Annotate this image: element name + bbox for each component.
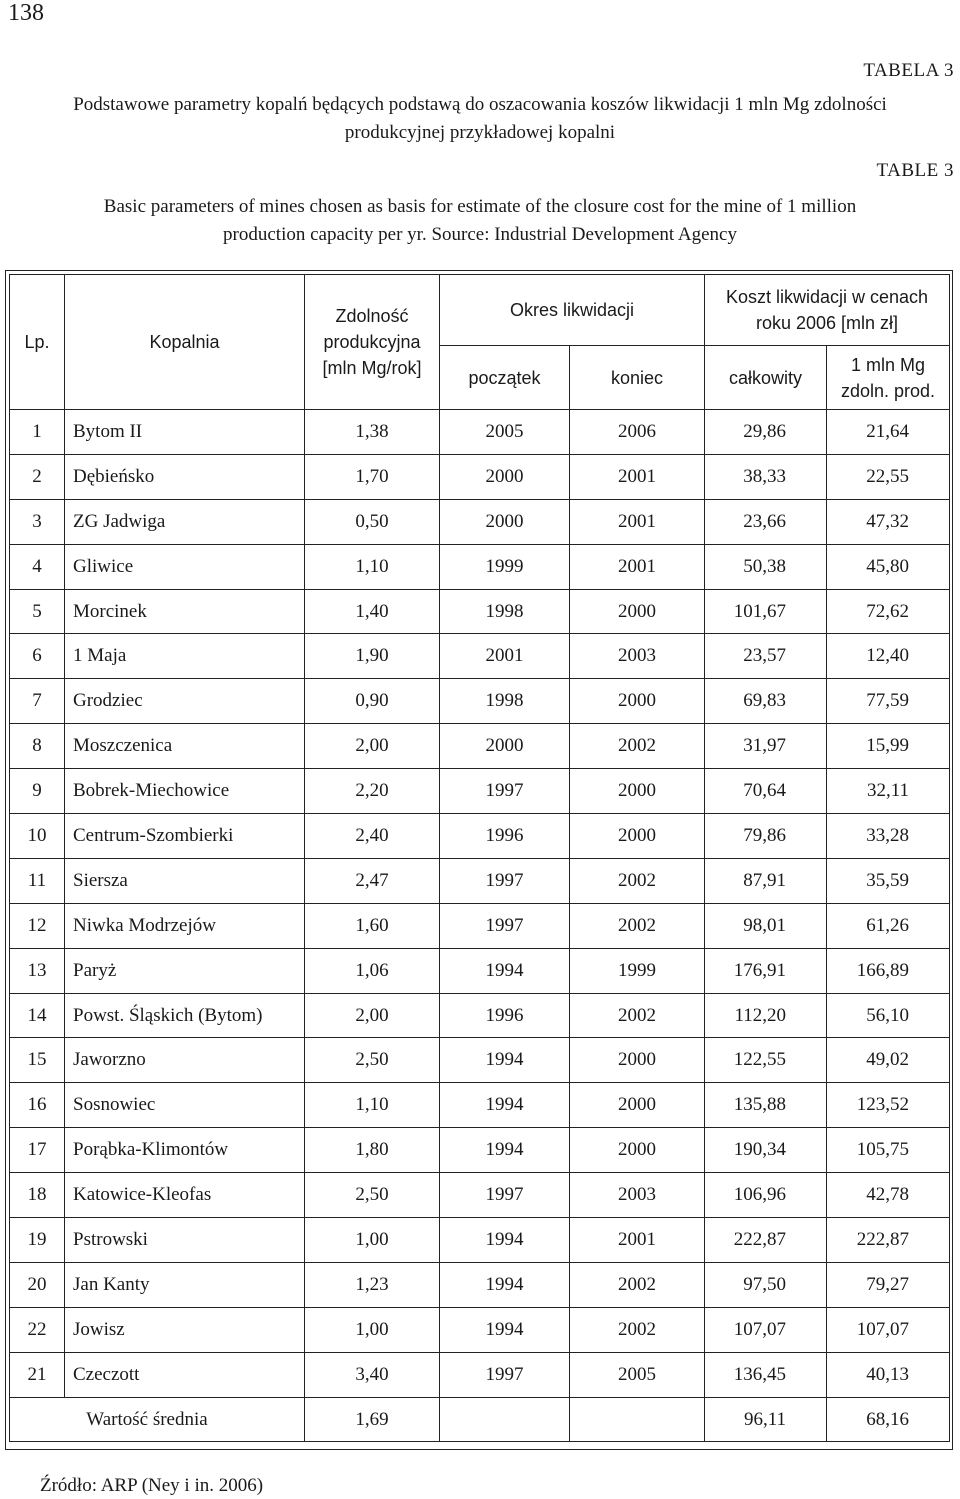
cell-total: 135,88 [705, 1083, 827, 1128]
cell-capacity: 2,50 [305, 1038, 440, 1083]
cell-capacity: 2,40 [305, 814, 440, 859]
cell-mine: Jaworzno [65, 1038, 305, 1083]
cell-lp: 20 [10, 1262, 65, 1307]
cell-total: 97,50 [705, 1262, 827, 1307]
header-cost-line-1: Koszt likwidacji w cenach [725, 287, 929, 307]
cell-mine: Dębieńsko [65, 454, 305, 499]
cell-per-mg: 49,02 [827, 1038, 950, 1083]
cell-start: 1997 [440, 769, 570, 814]
title-pl-line-1: Podstawowe parametry kopalń będących podstawą do oszacowania koszów likwidacji 1 mln Mg zdolności [73, 94, 887, 115]
table-title-pl [8, 91, 952, 147]
cell-end: 2001 [570, 1218, 705, 1263]
cell-total: 79,86 [705, 814, 827, 859]
cell-end: 2001 [570, 454, 705, 499]
cell-per-mg: 12,40 [827, 634, 950, 679]
table-header [10, 275, 950, 410]
title-en-line-1: Basic parameters of mines chosen as basis for estimate of the closure cost for the mine of 1 million [103, 196, 857, 217]
cell-start: 1994 [440, 1218, 570, 1263]
table-body [10, 410, 950, 1398]
header-total: całkowity [705, 346, 827, 410]
cell-start: 1997 [440, 1352, 570, 1397]
cell-start: 2000 [440, 499, 570, 544]
cell-lp: 18 [10, 1173, 65, 1218]
header-start: początek [440, 346, 570, 410]
table-title-en [30, 193, 930, 249]
table-row [10, 679, 950, 724]
cell-lp: 10 [10, 814, 65, 859]
cell-per-mg: 79,27 [827, 1262, 950, 1307]
cell-lp: 6 [10, 634, 65, 679]
table-row [10, 1262, 950, 1307]
cell-total: 107,07 [705, 1307, 827, 1352]
cell-capacity: 2,50 [305, 1173, 440, 1218]
cell-lp: 1 [10, 410, 65, 455]
header-capacity-line-3: [mln Mg/rok] [322, 358, 422, 378]
header-cost [705, 275, 950, 346]
cell-total: 101,67 [705, 589, 827, 634]
cell-lp: 2 [10, 454, 65, 499]
cell-end: 2000 [570, 1038, 705, 1083]
cell-capacity: 1,00 [305, 1218, 440, 1263]
cell-mine: Moszczenica [65, 724, 305, 769]
cell-per-mg: 72,62 [827, 589, 950, 634]
cell-lp: 21 [10, 1352, 65, 1397]
cell-mine: Bytom II [65, 410, 305, 455]
cell-total: 31,97 [705, 724, 827, 769]
cell-start: 1997 [440, 858, 570, 903]
table-row [10, 1352, 950, 1397]
page-number: 138 [8, 0, 44, 26]
cell-start: 1999 [440, 544, 570, 589]
cell-total: 23,66 [705, 499, 827, 544]
table-row [10, 589, 950, 634]
cell-lp: 9 [10, 769, 65, 814]
cell-total: 136,45 [705, 1352, 827, 1397]
cell-capacity: 1,70 [305, 454, 440, 499]
table-row [10, 993, 950, 1038]
cell-lp: 16 [10, 1083, 65, 1128]
cell-per-mg: 42,78 [827, 1173, 950, 1218]
cell-mine: 1 Maja [65, 634, 305, 679]
cell-end: 2002 [570, 858, 705, 903]
cell-total: 176,91 [705, 948, 827, 993]
table-tag-pl: TABELA 3 [863, 60, 954, 81]
cell-end: 2000 [570, 679, 705, 724]
cell-mine: Sosnowiec [65, 1083, 305, 1128]
header-end: koniec [570, 346, 705, 410]
table-row [10, 903, 950, 948]
cell-lp: 4 [10, 544, 65, 589]
cell-per-mg: 77,59 [827, 679, 950, 724]
cell-total: 69,83 [705, 679, 827, 724]
source-note: Źródło: ARP (Ney i in. 2006) [40, 1475, 264, 1496]
cell-per-mg: 222,87 [827, 1218, 950, 1263]
average-label: Wartość średnia [10, 1397, 305, 1442]
table-row [10, 1083, 950, 1128]
cell-total: 50,38 [705, 544, 827, 589]
cell-mine: Pstrowski [65, 1218, 305, 1263]
cell-mine: Paryż [65, 948, 305, 993]
average-capacity: 1,69 [305, 1397, 440, 1442]
cell-end: 2003 [570, 1173, 705, 1218]
cell-capacity: 1,10 [305, 1083, 440, 1128]
header-per-mg [827, 346, 950, 410]
cell-capacity: 1,90 [305, 634, 440, 679]
cell-end: 2005 [570, 1352, 705, 1397]
cell-lp: 11 [10, 858, 65, 903]
cell-lp: 12 [10, 903, 65, 948]
table-row [10, 1218, 950, 1263]
cell-per-mg: 22,55 [827, 454, 950, 499]
cell-lp: 22 [10, 1307, 65, 1352]
cell-start: 2000 [440, 454, 570, 499]
table-row [10, 410, 950, 455]
cell-start: 1996 [440, 814, 570, 859]
cell-per-mg: 56,10 [827, 993, 950, 1038]
table-row [10, 499, 950, 544]
cell-per-mg: 166,89 [827, 948, 950, 993]
cell-total: 98,01 [705, 903, 827, 948]
cell-mine: Grodziec [65, 679, 305, 724]
header-capacity-line-2: produkcyjna [323, 332, 421, 352]
cell-per-mg: 35,59 [827, 858, 950, 903]
cell-mine: Morcinek [65, 589, 305, 634]
cell-capacity: 3,40 [305, 1352, 440, 1397]
header-capacity-line-1: Zdolność [335, 306, 409, 326]
cell-total: 87,91 [705, 858, 827, 903]
cell-total: 112,20 [705, 993, 827, 1038]
cell-end: 2002 [570, 1262, 705, 1307]
cell-lp: 19 [10, 1218, 65, 1263]
cell-start: 1994 [440, 1307, 570, 1352]
cell-mine: Niwka Modrzejów [65, 903, 305, 948]
cell-capacity: 1,40 [305, 589, 440, 634]
cell-per-mg: 15,99 [827, 724, 950, 769]
cell-start: 1994 [440, 1262, 570, 1307]
cell-per-mg: 105,75 [827, 1128, 950, 1173]
cell-per-mg: 21,64 [827, 410, 950, 455]
cell-per-mg: 61,26 [827, 903, 950, 948]
cell-end: 2002 [570, 1307, 705, 1352]
cell-end: 2002 [570, 903, 705, 948]
cell-start: 1994 [440, 948, 570, 993]
cell-total: 222,87 [705, 1218, 827, 1263]
cell-capacity: 2,00 [305, 724, 440, 769]
cell-lp: 8 [10, 724, 65, 769]
average-end [570, 1397, 705, 1442]
cell-mine: Gliwice [65, 544, 305, 589]
table-row [10, 858, 950, 903]
header-capacity [305, 275, 440, 410]
cell-start: 1998 [440, 679, 570, 724]
cell-start: 1997 [440, 903, 570, 948]
cell-mine: ZG Jadwiga [65, 499, 305, 544]
table-row [10, 1038, 950, 1083]
table-row [10, 544, 950, 589]
cell-total: 29,86 [705, 410, 827, 455]
cell-lp: 13 [10, 948, 65, 993]
cell-per-mg: 45,80 [827, 544, 950, 589]
cell-end: 2000 [570, 1083, 705, 1128]
cell-mine: Katowice-Kleofas [65, 1173, 305, 1218]
cell-mine: Centrum-Szombierki [65, 814, 305, 859]
average-row [10, 1397, 950, 1442]
cell-end: 2002 [570, 993, 705, 1038]
cell-per-mg: 33,28 [827, 814, 950, 859]
cell-capacity: 2,47 [305, 858, 440, 903]
cell-mine: Siersza [65, 858, 305, 903]
table-tag-en: TABLE 3 [876, 160, 954, 181]
table-row [10, 948, 950, 993]
cell-capacity: 1,00 [305, 1307, 440, 1352]
average-per-mg: 68,16 [827, 1397, 950, 1442]
cell-total: 106,96 [705, 1173, 827, 1218]
table-row [10, 724, 950, 769]
cell-start: 1998 [440, 589, 570, 634]
table-row [10, 454, 950, 499]
cell-capacity: 2,20 [305, 769, 440, 814]
cell-mine: Bobrek-Miechowice [65, 769, 305, 814]
cell-start: 2005 [440, 410, 570, 455]
header-per-mg-line-1: 1 mln Mg [850, 354, 926, 375]
cell-mine: Powst. Śląskich (Bytom) [65, 993, 305, 1038]
cell-end: 2003 [570, 634, 705, 679]
cell-total: 70,64 [705, 769, 827, 814]
cell-total: 38,33 [705, 454, 827, 499]
cell-end: 2001 [570, 544, 705, 589]
table-row [10, 1307, 950, 1352]
header-mine: Kopalnia [65, 275, 305, 410]
cell-lp: 7 [10, 679, 65, 724]
cell-start: 2000 [440, 724, 570, 769]
table-row [10, 634, 950, 679]
cell-end: 2002 [570, 724, 705, 769]
cell-mine: Czeczott [65, 1352, 305, 1397]
cell-capacity: 0,50 [305, 499, 440, 544]
cell-end: 2000 [570, 1128, 705, 1173]
cell-capacity: 1,80 [305, 1128, 440, 1173]
cell-capacity: 1,06 [305, 948, 440, 993]
cell-capacity: 1,60 [305, 903, 440, 948]
cell-per-mg: 40,13 [827, 1352, 950, 1397]
header-period: Okres likwidacji [440, 275, 705, 346]
header-lp: Lp. [10, 275, 65, 410]
cell-end: 2000 [570, 814, 705, 859]
title-pl-line-2: produkcyjnej przykładowej kopalni [344, 122, 616, 143]
title-en-line-2: production capacity per yr. Source: Industrial Development Agency [223, 224, 737, 245]
cell-end: 2001 [570, 499, 705, 544]
cell-lp: 5 [10, 589, 65, 634]
cell-capacity: 1,23 [305, 1262, 440, 1307]
cell-lp: 15 [10, 1038, 65, 1083]
cell-capacity: 1,10 [305, 544, 440, 589]
mine-parameters-table [9, 274, 950, 1442]
cell-start: 1994 [440, 1128, 570, 1173]
cell-per-mg: 32,11 [827, 769, 950, 814]
cell-lp: 17 [10, 1128, 65, 1173]
cell-capacity: 1,38 [305, 410, 440, 455]
average-start [440, 1397, 570, 1442]
cell-per-mg: 107,07 [827, 1307, 950, 1352]
cell-lp: 3 [10, 499, 65, 544]
cell-start: 2001 [440, 634, 570, 679]
cell-end: 2006 [570, 410, 705, 455]
cell-end: 1999 [570, 948, 705, 993]
average-total: 96,11 [705, 1397, 827, 1442]
cell-capacity: 0,90 [305, 679, 440, 724]
cell-end: 2000 [570, 769, 705, 814]
cell-start: 1994 [440, 1038, 570, 1083]
cell-start: 1994 [440, 1083, 570, 1128]
table-row [10, 769, 950, 814]
cell-lp: 14 [10, 993, 65, 1038]
cell-mine: Jowisz [65, 1307, 305, 1352]
cell-total: 190,34 [705, 1128, 827, 1173]
cell-start: 1996 [440, 993, 570, 1038]
table-row [10, 814, 950, 859]
cell-capacity: 2,00 [305, 993, 440, 1038]
header-per-mg-line-2: zdoln. prod. [840, 380, 936, 401]
cell-mine: Porąbka-Klimontów [65, 1128, 305, 1173]
cell-mine: Jan Kanty [65, 1262, 305, 1307]
table-row [10, 1173, 950, 1218]
table-row [10, 1128, 950, 1173]
cell-start: 1997 [440, 1173, 570, 1218]
cell-total: 122,55 [705, 1038, 827, 1083]
header-cost-line-2: roku 2006 [mln zł] [755, 313, 899, 333]
cell-per-mg: 47,32 [827, 499, 950, 544]
cell-total: 23,57 [705, 634, 827, 679]
cell-end: 2000 [570, 589, 705, 634]
cell-per-mg: 123,52 [827, 1083, 950, 1128]
